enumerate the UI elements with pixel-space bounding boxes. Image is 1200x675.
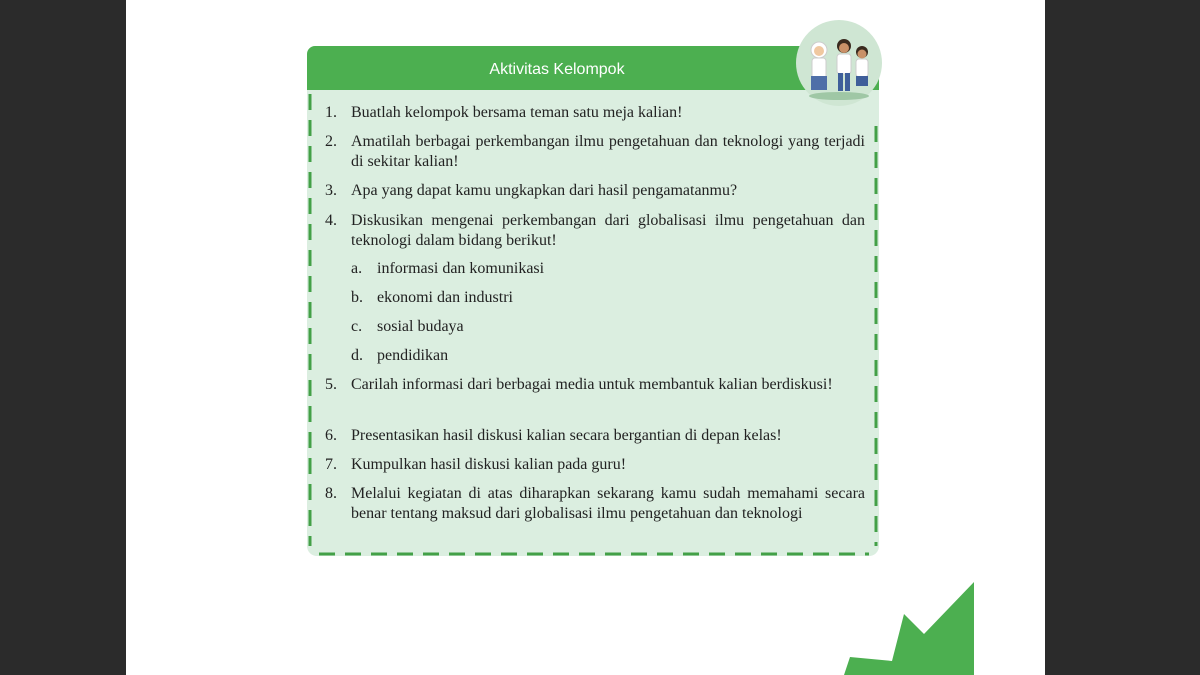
sub-item-letter: c. (351, 318, 363, 335)
item-text: Kumpulkan hasil diskusi kalian pada guru! (351, 456, 627, 473)
sub-item-text: sosial budaya (377, 318, 464, 335)
cut-off-text-line (346, 0, 866, 7)
item-text: Diskusikan mengenai perkembangan dari globalisasi ilmu pengetahuan dan teknologi dalam bidang berikut! (351, 212, 865, 249)
item-text: Buatlah kelompok bersama teman satu meja kalian! (351, 104, 683, 121)
sub-item-letter: b. (351, 289, 363, 306)
sub-item-text: ekonomi dan industri (377, 289, 513, 306)
item-number: 6. (325, 427, 337, 444)
students-icon (794, 18, 884, 108)
item-number: 7. (325, 456, 337, 473)
item-text: Amatilah berbagai perkembangan ilmu pengetahuan dan teknologi yang terjadi di sekitar kalian! (351, 133, 865, 170)
sub-item-text: informasi dan komunikasi (377, 260, 545, 277)
sub-item-text: pendidikan (377, 347, 449, 364)
item-number: 4. (325, 212, 337, 229)
decorative-green-shape (844, 582, 974, 675)
item-number: 1. (325, 104, 337, 121)
item-text: Carilah informasi dari berbagai media untuk membantuk kalian berdiskusi! (351, 376, 833, 393)
document-page (126, 0, 1045, 675)
item-number: 3. (325, 182, 337, 199)
activity-box (307, 46, 879, 556)
item-text: Melalui kegiatan di atas diharapkan sekarang kamu sudah memahami secara benar tentang maksud dari globalisasi ilmu pengetahuan dan teknologi (351, 485, 865, 522)
item-text: Apa yang dapat kamu ungkapkan dari hasil pengamatanmu? (351, 182, 738, 199)
item-text: Presentasikan hasil diskusi kalian secara bergantian di depan kelas! (351, 427, 782, 444)
item-number: 5. (325, 376, 337, 393)
item-number: 2. (325, 133, 337, 150)
sub-item-letter: a. (351, 260, 363, 277)
activity-title: Aktivitas Kelompok (489, 61, 625, 78)
item-number: 8. (325, 485, 337, 502)
sub-item-letter: d. (351, 347, 363, 364)
cut-off-text-glyphs (346, 0, 866, 7)
